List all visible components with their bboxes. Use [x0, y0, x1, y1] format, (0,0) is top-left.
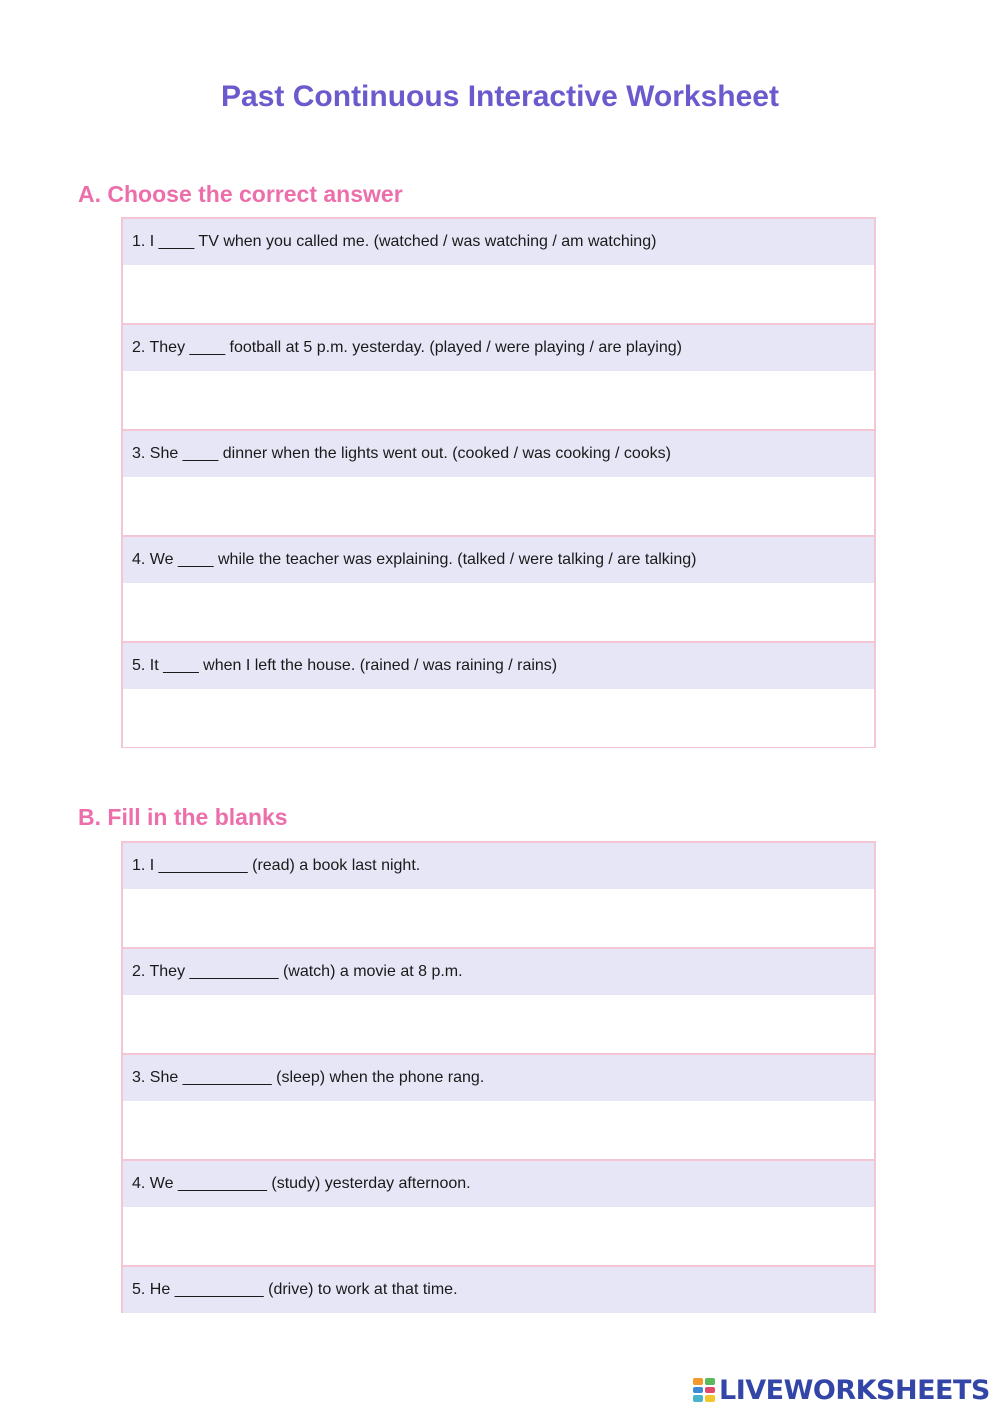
answer-input[interactable]: [123, 889, 874, 947]
question-item: [123, 537, 874, 643]
answer-input[interactable]: [123, 995, 874, 1053]
logo-tile: [693, 1387, 703, 1394]
answer-dropzone[interactable]: [123, 265, 874, 323]
question-item: [123, 1161, 874, 1267]
logo-tile: [705, 1395, 715, 1402]
answer-input[interactable]: [123, 1101, 874, 1159]
section-b-question-box: [121, 841, 876, 1313]
answer-dropzone[interactable]: [123, 583, 874, 641]
question-item: [123, 219, 874, 325]
logo-text: LIVEWORKSHEETS: [719, 1374, 990, 1406]
question-item: [123, 643, 874, 749]
question-item: [123, 325, 874, 431]
question-text: 1. I ____ TV when you called me. (watched / was watching / am watching): [123, 219, 874, 265]
liveworksheets-logo: [693, 1374, 990, 1406]
section-b-heading: B. Fill in the blanks: [78, 804, 288, 830]
question-item: [123, 1055, 874, 1161]
question-item: [123, 431, 874, 537]
question-item: [123, 1267, 874, 1315]
section-a-heading: A. Choose the correct answer: [78, 181, 403, 207]
logo-tile: [693, 1378, 703, 1385]
worksheet-title: Past Continuous Interactive Worksheet: [221, 80, 779, 113]
question-item: [123, 843, 874, 949]
question-text: 4. We __________ (study) yesterday afternoon.: [123, 1161, 874, 1207]
question-text: 3. She __________ (sleep) when the phone rang.: [123, 1055, 874, 1101]
question-text: 1. I __________ (read) a book last night.: [123, 843, 874, 889]
question-text: 5. He __________ (drive) to work at that time.: [123, 1267, 874, 1313]
liveworksheets-logo-icon: [693, 1378, 715, 1402]
answer-dropzone[interactable]: [123, 477, 874, 535]
question-text: 5. It ____ when I left the house. (rained / was raining / rains): [123, 643, 874, 689]
question-text: 2. They ____ football at 5 p.m. yesterday. (played / were playing / are playing): [123, 325, 874, 371]
answer-dropzone[interactable]: [123, 689, 874, 747]
logo-tile: [705, 1387, 715, 1394]
logo-tile: [705, 1378, 715, 1385]
answer-dropzone[interactable]: [123, 371, 874, 429]
question-text: 4. We ____ while the teacher was explaining. (talked / were talking / are talking): [123, 537, 874, 583]
section-a-question-box: [121, 217, 876, 748]
question-text: 2. They __________ (watch) a movie at 8 p.m.: [123, 949, 874, 995]
answer-input[interactable]: [123, 1207, 874, 1265]
question-item: [123, 949, 874, 1055]
logo-tile: [693, 1395, 703, 1402]
question-text: 3. She ____ dinner when the lights went out. (cooked / was cooking / cooks): [123, 431, 874, 477]
